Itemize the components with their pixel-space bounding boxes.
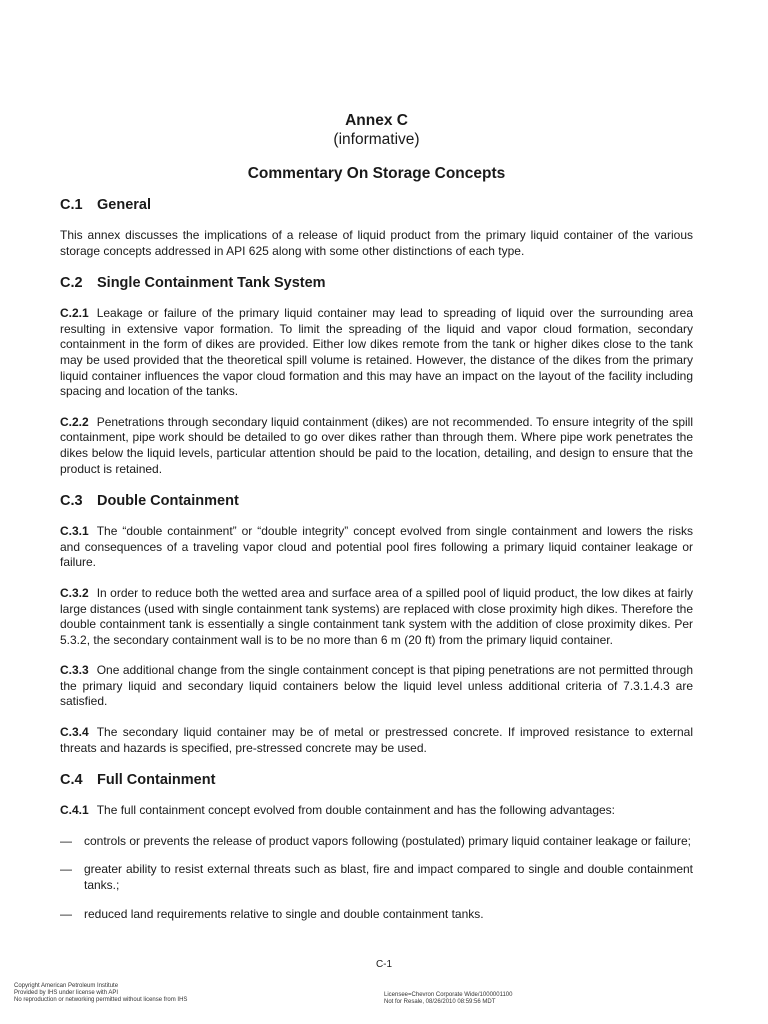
dash-bullet: — <box>60 906 72 921</box>
dash-bullet: — <box>60 862 72 877</box>
clause-text: In order to reduce both the wetted area and surface area of a spilled pool of liquid product, the low dikes at fairly large distances (used with single containment tank systems) are replaced with close proximity high dikes. Therefore the double containment tank is essentially a single containment tank system with the addition of close proximity dikes. Per 5.3.2, the secondary containment wall is to be no more than 6 m (20 ft) from the primary liquid container. <box>60 585 693 647</box>
clause-text: The secondary liquid container may be of metal or prestressed concrete. If improved resistance to external threats and hazards is specified, pre-stressed concrete may be used. <box>60 725 693 755</box>
section-number: C.4 <box>60 772 83 789</box>
clause-label: C.2.1 <box>60 306 89 321</box>
copyright-line: Copyright American Petroleum Institute <box>14 983 119 989</box>
list-item <box>60 862 693 893</box>
section-title: Single Containment Tank System <box>97 275 326 292</box>
dash-bullet: — <box>60 833 72 848</box>
list-item-text: greater ability to resist external threats such as blast, fire and impact compared to single and double containment tanks.; <box>84 862 693 893</box>
paragraph-c1: This annex discusses the implications of a release of liquid product from the primary liquid container of the various storage concepts addressed in API 625 along with some other distinctions of each type. <box>60 228 693 258</box>
paragraph-c4-1 <box>60 803 693 819</box>
section-title: Full Containment <box>97 772 216 789</box>
section-number: C.1 <box>60 197 83 213</box>
clause-text: The full containment concept evolved from double containment and has the following advantages: <box>96 803 616 818</box>
resale-line: Not for Resale, 08/26/2010 08:59:56 MDT <box>384 999 496 1005</box>
clause-label: C.3.1 <box>60 524 89 539</box>
list-item <box>60 907 693 923</box>
section-heading-c4 <box>60 771 693 789</box>
clause-label: C.3.4 <box>60 725 89 740</box>
licensee-line: Licensee=Chevron Corporate Wide/1000001100 <box>384 992 513 998</box>
clause-label: C.3.3 <box>60 663 89 678</box>
section-title: Double Containment <box>97 493 239 510</box>
annex-informative-label: (informative) <box>333 131 420 148</box>
paragraph-c3-4 <box>60 725 693 756</box>
clause-text: Penetrations through secondary liquid containment (dikes) are not recommended. To ensure integrity of the spill containment, pipe work should be detailed to go over dikes rather than through them. Where pipe work penetrates the dikes below the liquid levels, particular attention should be paid to the location, detailing, and design to ensure that the product is retained. <box>60 414 693 476</box>
clause-label: C.2.2 <box>60 414 89 429</box>
paragraph-c3-1 <box>60 524 693 571</box>
annex-title: Annex C <box>345 112 408 129</box>
clause-label: C.4.1 <box>60 803 89 818</box>
paragraph-c3-3 <box>60 663 693 710</box>
section-heading-c3 <box>60 492 693 510</box>
section-heading-c1 <box>60 196 693 214</box>
licensee-footer <box>384 992 512 1006</box>
list-item-text: controls or prevents the release of product vapors following (postulated) primary liquid container leakage or failure; <box>84 833 691 848</box>
clause-label: C.3.2 <box>60 585 89 600</box>
document-title: Commentary On Storage Concepts <box>247 165 506 182</box>
clause-text: One additional change from the single containment concept is that piping penetrations are not permitted through the primary liquid and secondary liquid containers below the liquid level unless additional criteria of 7.3.1.4.3 are satisfied. <box>60 663 693 709</box>
page-number: C-1 <box>375 959 393 970</box>
license-line: Provided by IHS under license with API <box>14 990 119 996</box>
section-number: C.3 <box>60 493 83 510</box>
clause-text: The “double containment” or “double integrity” concept evolved from single containment and lowers the risks and consequences of a traveling vapor cloud and potential pool fires following a primary liquid container leakage or failure. <box>60 524 693 570</box>
section-heading-c2 <box>60 274 693 292</box>
list-item-text: reduced land requirements relative to single and double containment tanks. <box>84 906 484 921</box>
clause-text: Leakage or failure of the primary liquid container may lead to spreading of liquid over the surrounding area resulting in extensive vapor formation. To limit the spreading of the liquid and vapor cloud formation, secondary containment in the form of dikes are provided. Either low dikes remote from the tank or higher dikes close to the tank may be used provided that the theoretical spill volume is retained. However, the distance of the dikes from the primary liquid container influences the vapor cloud formation and this may have an impact on the layout of the facility including spacing and location of the tanks. <box>60 306 693 399</box>
section-number: C.2 <box>60 275 83 292</box>
copyright-footer <box>14 983 187 1004</box>
paragraph-c3-2 <box>60 586 693 648</box>
list-item <box>60 834 693 850</box>
paragraph-c2-2 <box>60 415 693 477</box>
document-page <box>60 111 693 935</box>
section-title: General <box>97 197 151 213</box>
paragraph-c2-1 <box>60 306 693 400</box>
reproduction-line: No reproduction or networking permitted without license from IHS <box>14 997 188 1003</box>
